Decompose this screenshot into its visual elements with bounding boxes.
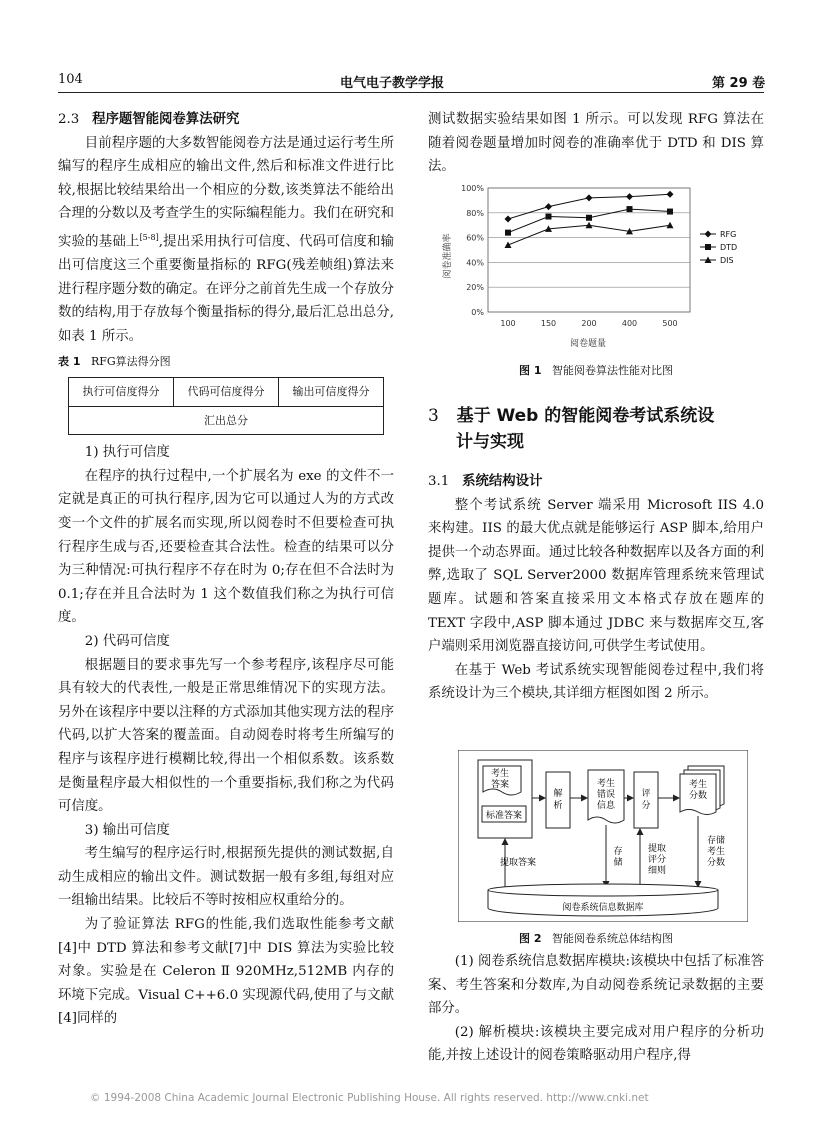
legend-marker [705,231,712,238]
rfg-score-table [68,377,384,435]
store-label: 存 [613,847,623,857]
legend-label: DTD [720,243,738,252]
x-tick-label: 200 [581,319,597,328]
figure-caption-text: 智能阅卷系统总体结构图 [551,932,673,945]
parse-label: 解 [553,789,563,799]
student-score-label: 分数 [688,791,708,801]
table-caption-text: RFG算法得分图 [90,355,171,369]
score-box [634,772,658,828]
store-score-label: 存储 [706,836,726,846]
store-label: 储 [613,858,623,868]
paragraph: 考生编写的程序运行时,根据预先提供的测试数据,自动生成相应的输出文件。测试数据一般有多组,每组对应一组输出结果。比较后不等时按相应权重给分的。 [58,846,394,909]
paragraph-text: ,提出采用执行可信度、代码可信度和输出可信度这三个重要衡量指标的 RFG(残差帧组)算法来进行程序题分数的确定。在评分之前首先生成一个存放分数的结构,用于存放每个衡量指标的得分,最后汇总出总分,如表 1 所示。 [58,234,395,344]
section-title-line: 计与实现 [456,432,524,452]
right-column [428,108,764,179]
student-answer-label: 答案 [490,780,510,790]
paragraph: (2) 解析模块:该模块主要完成对用户程序的分析功能,并按上述设计的阅卷策略驱动用户程序,得 [428,1024,764,1064]
section-number: 2.3 [58,112,80,127]
x-tick-label: 100 [500,319,516,328]
section-title-line: 基于 Web 的智能阅卷考试系统设 [456,406,715,426]
plot-area [488,188,690,312]
section-3-1-heading [428,470,764,494]
paragraph: 根据题目的要求事先写一个参考程序,该程序尽可能具有较大的代表性,一般是正常思维情况下的实现方法。另外在该程序中要以注释的方式添加其他实现方法的程序代码,以扩大答案的覆盖面。自动阅卷时将考生所编写的程序与该程序进行模糊比较,得出一个相似系数。该系数是衡量程序最大相似性的一个重要指标,我们称之为代码可信度。 [58,657,394,815]
parse-box [546,772,570,828]
table-cell: 代码可信度得分 [174,378,279,407]
volume: 第 29 卷 [712,76,766,91]
copyright-footer: © 1994-2008 China Academic Journal Electronic Publishing House. All rights reserved. http://www.cnki.net [90,1092,649,1104]
accuracy-chart [428,176,764,354]
journal-title: 电气电子教学学报 [340,76,445,91]
paragraph: 测试数据实验结果如图 1 所示。可以发现 RFG 算法在随着阅卷题量增加时阅卷的准确率优于 DTD 和 DIS 算法。 [428,112,764,175]
section-title: 系统结构设计 [462,474,543,489]
score-label: 评 [641,789,651,799]
y-tick-label: 0% [471,308,484,317]
paragraph: 为了验证算法 RFG的性能,我们选取性能参考文献[4]中 DTD 算法和参考文献[7]中 DIS 算法为实验比较对象。实验是在 Celeron Ⅱ 920MHz,512MB 内存的环境下完成。Visual C++6.0 实现源代码,使用了与文献[4]同样的 [58,917,394,1027]
score-label: 分 [641,801,651,811]
page-number: 104 [58,72,83,87]
store-score-label: 考生 [706,847,726,857]
section-number: 3.1 [428,474,450,489]
x-tick-label: 500 [662,319,678,328]
error-info-label: 考生 [596,779,616,789]
chart-xlabel: 阅卷题量 [569,339,607,349]
data-point-dtd [586,215,592,221]
x-tick-label: 400 [621,319,638,328]
fetch-answer-label: 提取答案 [499,858,537,868]
y-tick-label: 80% [466,208,484,218]
header-rule [58,92,764,93]
data-point-dtd [627,206,633,212]
data-point-dtd [546,214,552,220]
figure-1-caption [428,362,764,378]
table-cell-total: 汇出总分 [69,406,384,435]
y-tick-label: 20% [466,283,484,293]
left-column [58,108,394,1031]
figure-caption-text: 智能阅卷算法性能对比图 [551,364,673,377]
subheading: 3) 输出可信度 [84,822,170,838]
legend-label: DIS [720,256,734,265]
section-number: 3 [428,406,439,426]
y-tick-label: 40% [466,258,484,268]
database-label: 阅卷系统信息数据库 [562,903,644,913]
subheading: 2) 代码可信度 [84,633,170,649]
paragraph: (1) 阅卷系统信息数据库模块:该模块中包括了标准答案、考生答案和分数库,为自动阅卷系统记录数据的主要部分。 [428,954,764,1017]
store-score-label: 分数 [706,858,726,868]
table-cell: 执行可信度得分 [69,378,174,407]
paragraph: 整个考试系统 Server 端采用 Microsoft IIS 4.0 来构建。IIS 的最大优点就是能够运行 ASP 脚本,给用户提供一个动态界面。通过比较各种数据库以及各方面的利弊,选取了 SQL Server2000 数据库管理系统来管理试题库。试题和答案直接采用文本格式存放在题库的 TEXT 字段中,ASP 脚本通过 JDBC 来与数据库交互,客户端则采用浏览器直接访问,可供学生考试使用。 [428,497,764,655]
section-2-3-heading [58,108,394,132]
paragraph: 在基于 Web 考试系统实现智能阅卷过程中,我们将系统设计为三个模块,其详细方框图如图 2 所示。 [428,662,764,702]
standard-answer-label: 标准答案 [485,811,523,821]
system-structure-diagram [458,750,748,922]
chart-ylabel: 阅卷准确率 [443,233,453,279]
error-info-label: 信息 [596,801,616,811]
chart-legend [700,230,737,265]
figure-caption-number: 图 2 [519,932,542,945]
figure-caption-number: 图 1 [519,364,542,377]
subheading: 1) 执行可信度 [84,445,170,461]
citation: [5-8] [139,232,159,242]
fetch-rules-label: 细则 [647,866,667,876]
figure-2-caption [428,930,764,946]
parse-label: 析 [553,801,563,811]
fetch-rules-label: 评分 [647,855,667,865]
section-title: 程序题智能阅卷算法研究 [92,112,240,127]
fetch-rules-label: 提取 [647,844,667,854]
error-info-label: 错误 [596,790,616,800]
right-column-tail [428,950,764,1068]
student-answer-label: 考生 [490,769,510,779]
legend-marker [705,244,711,250]
legend-label: RFG [720,230,737,239]
data-point-dtd [667,209,673,215]
section-3-heading [428,403,768,455]
paragraph-text: 目前程序题的大多数智能阅卷方法是通过运行考生所编写的程序生成相应的输出文件,然后和标准文件进行比较,根据比较结果给出一个相应的分数,该类算法不能给出合理的分数以及考查学生的实际编程能力。我们在研究和实验的基础上 [58,135,394,250]
y-tick-label: 60% [466,233,484,243]
paragraph: 在程序的执行过程中,一个扩展名为 exe 的文件不一定就是真正的可执行程序,因为它可以通过人为的方式改变一个文件的扩展名而实现,所以阅卷时不但要检查可执行程序生成与否,还要检查其合法性。检查的结果可以分为三种情况:可执行程序不存在时为 0;存在但不合法时为 0.1;存在并且合法时为 1 这个数值我们称之为执行可信度。 [58,468,394,626]
table-caption-number: 表 1 [58,355,81,369]
x-tick-label: 150 [540,319,557,328]
chart-grid [488,188,690,312]
table-cell: 输出可信度得分 [279,378,384,407]
y-tick-label: 100% [461,184,484,193]
data-point-dtd [505,230,511,236]
right-column-body [428,470,764,706]
table-caption [58,350,394,374]
paragraph [58,132,394,349]
student-score-label: 考生 [688,780,708,790]
